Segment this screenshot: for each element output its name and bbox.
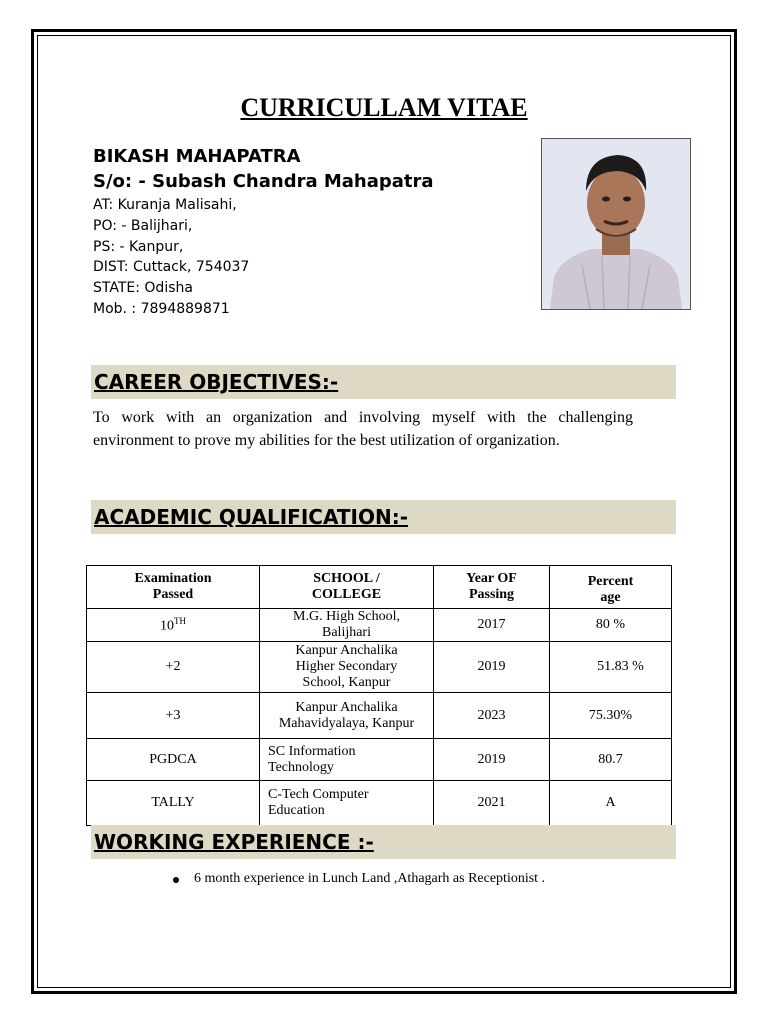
exam-cell: TALLY: [87, 781, 260, 826]
percent-cell: A: [550, 781, 672, 826]
working-experience-heading: WORKING EXPERIENCE :-: [91, 825, 676, 859]
school-cell: M.G. High School, Balijhari: [260, 609, 434, 642]
table-row: [87, 693, 672, 739]
career-objectives-heading: CAREER OBJECTIVES:-: [91, 365, 676, 399]
percent-cell: 75.30%: [550, 693, 672, 739]
year-cell: 2019: [434, 642, 550, 693]
column-header-year: Year OF Passing: [434, 566, 550, 609]
address-line: PS: - Kanpur,: [93, 239, 184, 255]
exam-cell: +3: [87, 693, 260, 739]
exam-cell: +2: [87, 642, 260, 693]
career-objectives-text: To work with an organization and involving myself with the challenging environment to prove my abilities for the best utilization of organization.: [93, 409, 633, 449]
table-header-row: [87, 566, 672, 609]
address-line: PO: - Balijhari,: [93, 218, 193, 234]
school-cell: SC Information Technology: [260, 739, 434, 781]
exam-cell: PGDCA: [87, 739, 260, 781]
column-header-percent: Percent age: [550, 566, 672, 609]
column-header-school: SCHOOL / COLLEGE: [260, 566, 434, 609]
profile-photo: [541, 138, 691, 310]
percent-cell: 80.7: [550, 739, 672, 781]
address-line: STATE: Odisha: [93, 280, 193, 296]
school-cell: Kanpur Anchalika Mahavidyalaya, Kanpur: [260, 693, 434, 739]
document-title: CURRICULLAM VITAE: [240, 93, 528, 122]
percent-cell: 51.83 %: [550, 642, 672, 693]
mobile-number: Mob. : 7894889871: [93, 301, 230, 317]
experience-text: 6 month experience in Lunch Land ,Athagarh as Receptionist .: [194, 871, 546, 886]
table-row: [87, 642, 672, 693]
percent-cell: 80 %: [550, 609, 672, 642]
year-cell: 2019: [434, 739, 550, 781]
table-row: [87, 609, 672, 642]
exam-cell: 10TH: [87, 609, 260, 642]
candidate-name: BIKASH MAHAPATRA: [93, 146, 301, 167]
academic-qualification-heading: ACADEMIC QUALIFICATION:-: [91, 500, 676, 534]
table-row: [87, 739, 672, 781]
year-cell: 2021: [434, 781, 550, 826]
school-cell: Kanpur Anchalika Higher Secondary School, Kanpur: [260, 642, 434, 693]
bullet-dot: [173, 877, 179, 883]
school-cell: C-Tech Computer Education: [260, 781, 434, 826]
address-line: DIST: Cuttack, 754037: [93, 259, 250, 275]
year-cell: 2023: [434, 693, 550, 739]
table-row: [87, 781, 672, 826]
column-header-exam: Examination Passed: [87, 566, 260, 609]
year-cell: 2017: [434, 609, 550, 642]
address-line: AT: Kuranja Malisahi,: [93, 197, 237, 213]
father-name: S/o: - Subash Chandra Mahapatra: [93, 171, 434, 192]
qualification-table: [86, 565, 672, 826]
